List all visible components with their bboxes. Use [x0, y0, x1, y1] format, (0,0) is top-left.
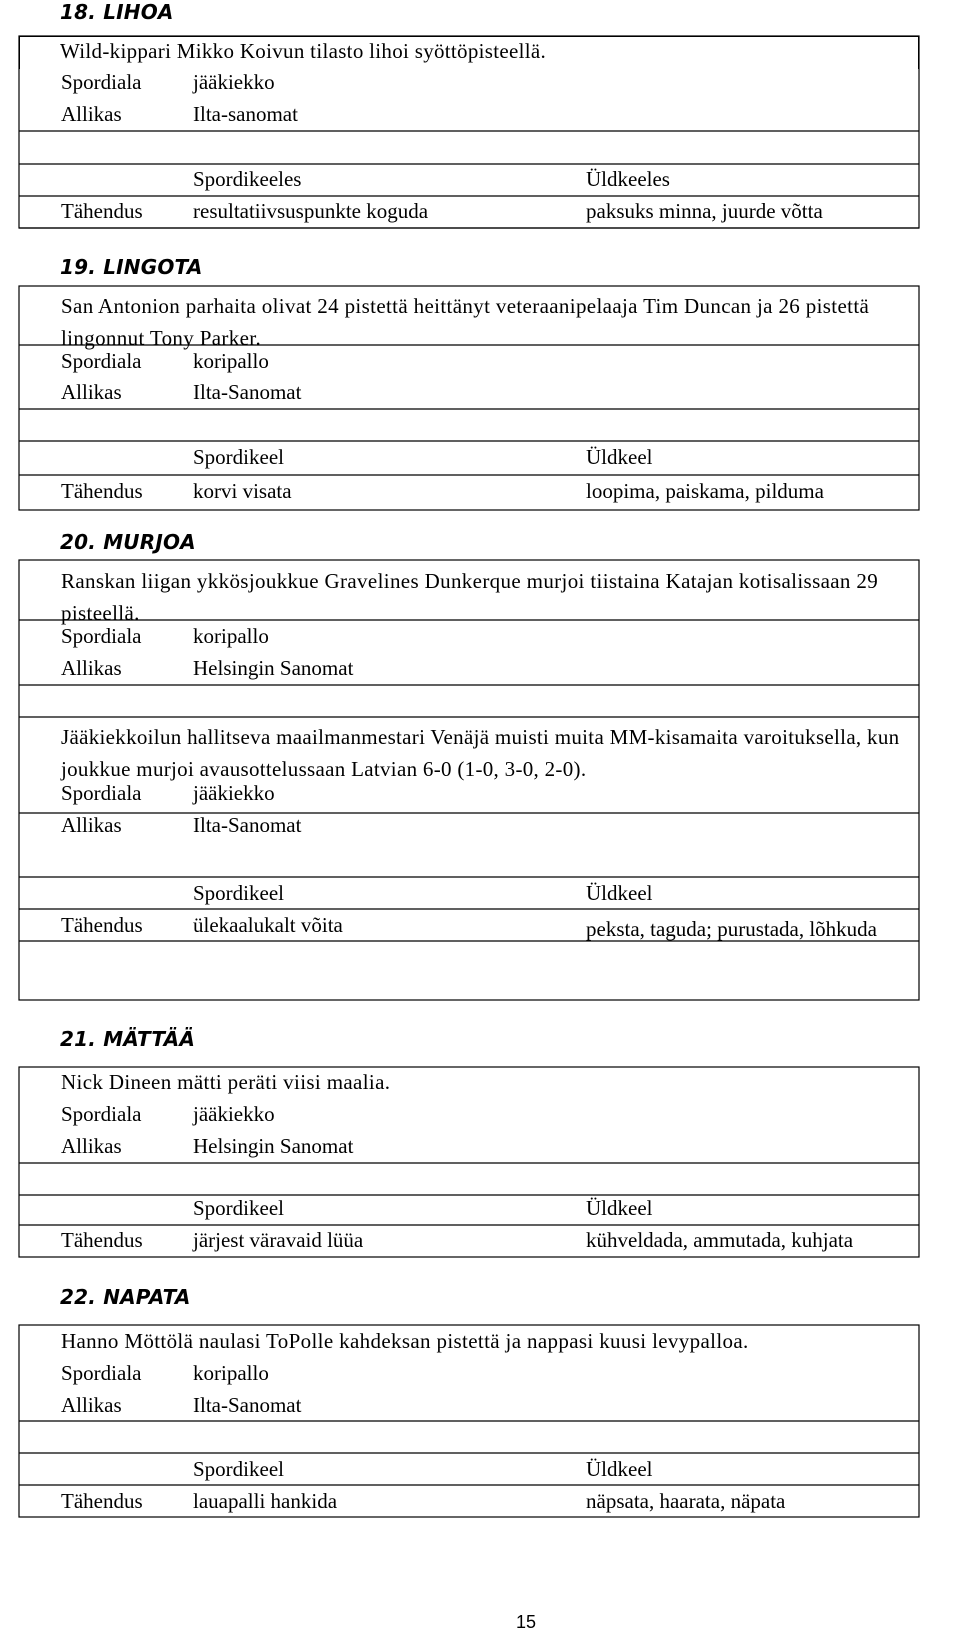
general-language-label: Üldkeel: [586, 445, 653, 469]
general-language-label: Üldkeel: [586, 1196, 653, 1220]
source-value: Ilta-Sanomat: [193, 813, 302, 837]
entry-heading: 18. LIHOA: [60, 0, 174, 24]
general-language-label: Üldkeeles: [586, 167, 670, 191]
example-sentence: Hanno Möttölä naulasi ToPolle kahdeksan pistettä ja nappasi kuusi levypalloa.: [61, 1329, 749, 1353]
sport-label: Spordiala: [61, 349, 142, 373]
source-value: Ilta-Sanomat: [193, 1393, 302, 1417]
meaning-label: Tähendus: [61, 479, 143, 503]
source-value: Helsingin Sanomat: [193, 1134, 354, 1158]
sport-label: Spordiala: [61, 781, 142, 805]
source-label: Allikas: [61, 656, 122, 680]
sport-value: koripallo: [193, 624, 269, 648]
sport-meaning: resultatiivsuspunkte koguda: [193, 199, 429, 223]
meaning-label: Tähendus: [61, 913, 143, 937]
sport-value: koripallo: [193, 1361, 269, 1385]
entry-heading: 22. NAPATA: [60, 1285, 191, 1309]
entry-heading: 21. MÄTTÄÄ: [60, 1027, 196, 1051]
example-sentence: Nick Dineen mätti peräti viisi maalia.: [61, 1070, 391, 1094]
general-meaning: paksuks minna, juurde võtta: [586, 199, 823, 223]
example-sentence: Ranskan liigan ykkösjoukkue Gravelines Dunkerque murjoi tiistaina Katajan kotisalissaan 29 pisteellä.: [61, 569, 879, 625]
example-sentence: San Antonion parhaita olivat 24 pistettä heittänyt veteraanipelaaja Tim Duncan ja 26 pistettä lingonnut Tony Parker.: [61, 294, 870, 350]
sport-language-label: Spordikeel: [193, 881, 284, 905]
sport-language-label: Spordikeeles: [193, 167, 302, 191]
sport-value: koripallo: [193, 349, 269, 373]
source-label: Allikas: [61, 813, 122, 837]
sport-meaning: järjest väravaid lüüa: [193, 1228, 364, 1252]
source-value: Ilta-Sanomat: [193, 380, 302, 404]
page-number: 15: [516, 1612, 537, 1632]
source-value: Ilta-sanomat: [193, 102, 298, 126]
general-meaning: kühveldada, ammutada, kuhjata: [586, 1228, 854, 1252]
source-value: Helsingin Sanomat: [193, 656, 354, 680]
sport-meaning: ülekaalukalt võita: [193, 913, 343, 937]
entry-heading: 19. LINGOTA: [60, 255, 203, 279]
meaning-label: Tähendus: [61, 1228, 143, 1252]
source-label: Allikas: [61, 102, 122, 126]
general-language-label: Üldkeel: [586, 881, 653, 905]
general-meaning: näpsata, haarata, näpata: [586, 1489, 786, 1513]
meaning-label: Tähendus: [61, 1489, 143, 1513]
entry-heading: 20. MURJOA: [60, 530, 196, 554]
general-meaning: peksta, taguda; purustada, lõhkuda: [586, 917, 878, 941]
source-label: Allikas: [61, 1393, 122, 1417]
sport-meaning: lauapalli hankida: [193, 1489, 338, 1513]
example-sentence: Jääkiekkoilun hallitseva maailmanmestari Venäjä muisti muita MM-kisamaita varoituksella, kun joukkue murjoi avausottelussaan Latvian 6-0 (1-0, 3-0, 2-0).: [61, 725, 900, 781]
source-label: Allikas: [61, 380, 122, 404]
sport-value: jääkiekko: [193, 1102, 275, 1126]
sport-label: Spordiala: [61, 624, 142, 648]
sport-value: jääkiekko: [193, 781, 275, 805]
sport-value: jääkiekko: [193, 70, 275, 94]
meaning-label: Tähendus: [61, 199, 143, 223]
general-meaning: loopima, paiskama, pilduma: [586, 479, 824, 503]
sport-language-label: Spordikeel: [193, 445, 284, 469]
source-label: Allikas: [61, 1134, 122, 1158]
sport-meaning: korvi visata: [193, 479, 292, 503]
general-language-label: Üldkeel: [586, 1457, 653, 1481]
sport-label: Spordiala: [61, 1102, 142, 1126]
sport-label: Spordiala: [61, 1361, 142, 1385]
sport-language-label: Spordikeel: [193, 1196, 284, 1220]
sport-label: Spordiala: [61, 70, 142, 94]
sport-language-label: Spordikeel: [193, 1457, 284, 1481]
example-sentence: Wild-kippari Mikko Koivun tilasto lihoi syöttöpisteellä.: [60, 39, 547, 63]
